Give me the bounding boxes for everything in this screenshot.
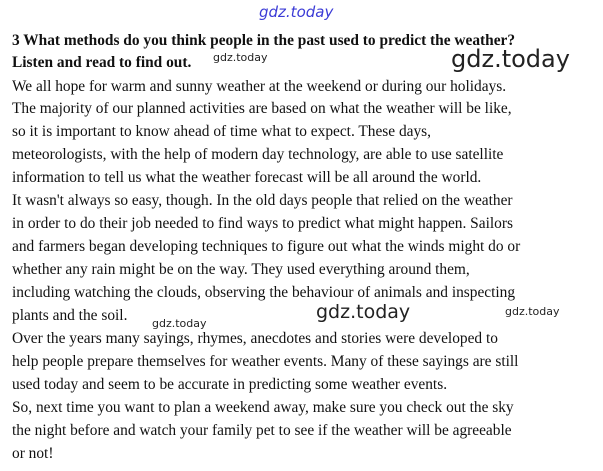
body-line: meteorologists, with the help of modern day technology, are able to use satellite [12,146,504,163]
body-line: and farmers began developing techniques to figure out what the winds might do or [12,238,521,255]
body-line: in order to do their job needed to find ways to predict what might happen. Sailors [12,215,513,232]
body-line: so it is important to know ahead of time what to expect. These days, [12,123,432,140]
body-line: used today and seem to be accurate in predicting some weather events. [12,376,448,393]
heading-line-1: 3 What methods do you think people in the past used to predict the weather? [12,32,516,49]
body-line: It wasn't always so easy, though. In the old days people that relied on the weather [12,192,513,209]
body-line: information to tell us what the weather forecast will be all around the world. [12,169,482,186]
watermark-small-right: gdz.today [505,305,560,318]
body-line: the night before and watch your family pet to see if the weather will be agreeable [12,422,512,439]
heading-line-2: Listen and read to find out. [12,54,192,71]
body-line: or not! [12,445,54,462]
body-line: help people prepare themselves for weather events. Many of these sayings are still [12,353,519,370]
body-line: So, next time you want to plan a weekend away, make sure you check out the sky [12,399,514,416]
body-line: Over the years many sayings, rhymes, anecdotes and stories were developed to [12,330,498,347]
watermark-center: gdz.today [316,301,411,323]
body-line: We all hope for warm and sunny weather at the weekend or during our holidays. [12,78,507,95]
watermark-large-right: gdz.today [451,45,570,73]
body-line: The majority of our planned activities are based on what the weather will be like, [12,100,512,117]
watermark-top: gdz.today [259,3,334,21]
body-line: plants and the soil. [12,307,128,324]
watermark-small-left: gdz.today [152,317,207,330]
body-line: whether any rain might be on the way. They used everything around them, [12,261,470,278]
watermark-small-heading: gdz.today [213,51,268,64]
body-line: including watching the clouds, observing the behaviour of animals and inspecting [12,284,516,301]
